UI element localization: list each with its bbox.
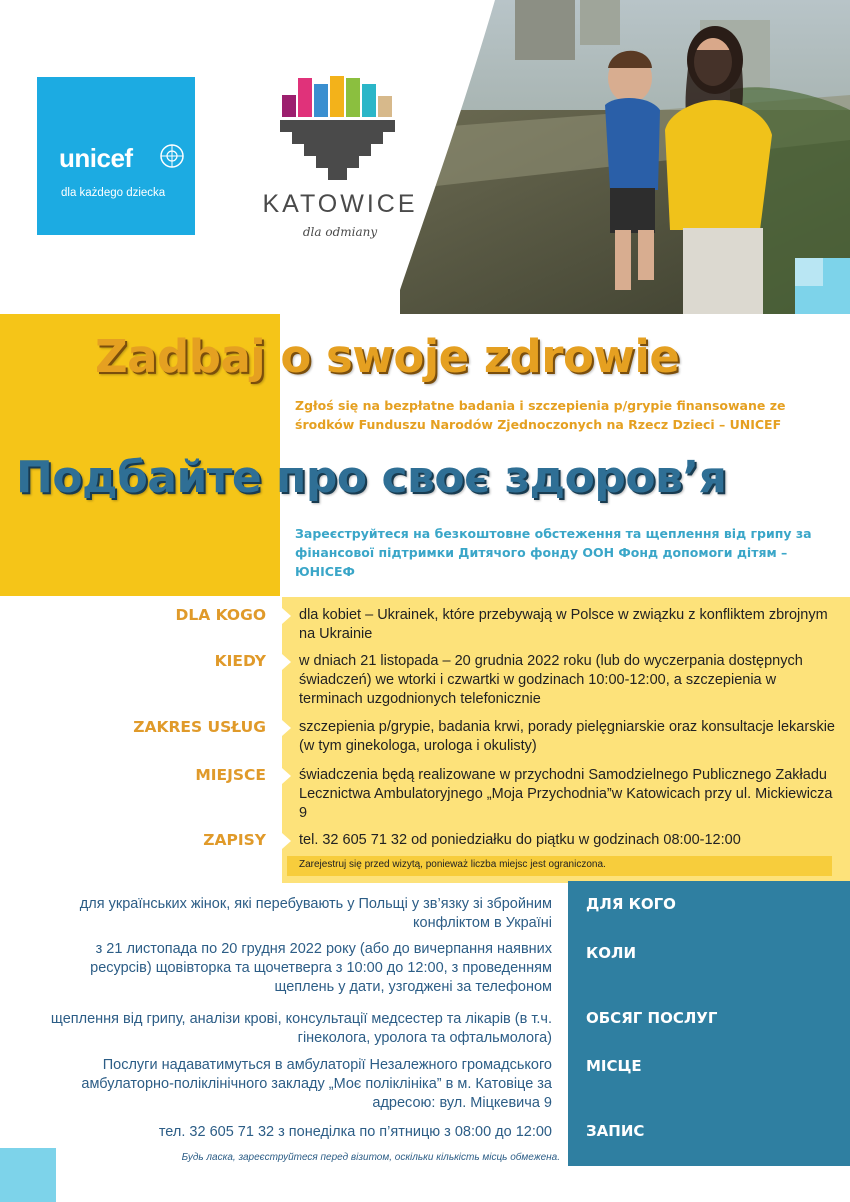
headline-pl-subtitle: Zgłoś się na bezpłatne badania i szczepienia p/grypie finansowane ze środków Funduszu Narodów Zjednoczonych na Rzecz Dzieci – UNICEF [295, 398, 786, 432]
unicef-tagline: dla każdego dziecka [61, 187, 166, 199]
info-pl-label: MIEJSCE [195, 766, 266, 784]
arrow-icon [559, 945, 568, 961]
info-pl-text: świadczenia będą realizowane w przychodni Samodzielnego Publicznego Zakładu Lecznictwa Ambulatoryjnego „Moja Przychodnia”w Katowicach przy ul. Mickiewicza 9 [299, 767, 833, 821]
arrow-icon [559, 1123, 568, 1139]
info-pl-note [287, 856, 832, 876]
info-ua-text: щеплення від грипу, аналізи крові, консультації медсестер та лікарів (в т.ч. гінеколога, уролога та офтальмолога) [50, 1011, 552, 1046]
arrow-icon [559, 896, 568, 912]
unicef-globe-icon [159, 143, 185, 169]
headline-ua-subtitle: Зареєструйтеся на безкоштовне обстеження та щеплення від грипу за фінансової підтримки Дитячого фонду ООН Фонд допомоги дітям – ЮНІСЕФ [295, 526, 812, 579]
arrow-icon [282, 608, 291, 624]
katowice-crown-icon [255, 70, 425, 185]
info-ua-label: ДЛЯ КОГО [586, 895, 676, 913]
info-ua-text: тел. 32 605 71 32 з понеділка по п’ятницю з 08:00 до 12:00 [158, 1124, 552, 1140]
info-pl-text: w dniach 21 listopada – 20 grudnia 2022 roku (lub do wyczerpania dostępnych świadczeń) we wtorki i czwartki w godzinach 10:00-12:00, a szczepienia w terminach uzgodnionych telefonicznie [299, 653, 803, 707]
hero-photo [400, 0, 850, 314]
headline-ua-title: Подбайте про своє здоров’я [16, 452, 727, 503]
arrow-icon [559, 1010, 568, 1026]
katowice-tagline: dla odmiany [302, 225, 378, 239]
katowice-wordmark: KATOWICE [262, 190, 418, 218]
headline-pl-title: Zadbaj o swoje zdrowie [95, 330, 680, 383]
info-pl-label: DLA KOGO [175, 606, 266, 624]
info-pl-note-text: Zarejestruj się przed wizytą, ponieważ liczba miejsc jest ograniczona. [299, 859, 606, 870]
decorative-square [0, 1148, 56, 1202]
info-pl-label: ZAKRES USŁUG [133, 718, 266, 736]
info-pl-text: tel. 32 605 71 32 od poniedziałku do piątku w godzinach 08:00-12:00 [299, 832, 741, 848]
info-pl-label: KIEDY [214, 652, 266, 670]
info-ua-label: ЗАПИС [586, 1122, 645, 1140]
arrow-icon [282, 768, 291, 784]
unicef-wordmark: unicef [59, 143, 133, 173]
info-ua-label: МІСЦЕ [586, 1057, 642, 1075]
info-pl-text: dla kobiet – Ukrainek, które przebywają w Polsce w związku z konfliktem zbrojnym na Ukrainie [299, 607, 828, 642]
unicef-logo [37, 77, 195, 235]
info-ua-text: для українських жінок, які перебувають у Польщі у зв’язку зі збройним конфліктом в Україні [79, 896, 552, 931]
arrow-icon [282, 720, 291, 736]
arrow-icon [559, 1058, 568, 1074]
arrow-icon [282, 833, 291, 849]
katowice-logo [255, 70, 425, 250]
info-ua-note: Будь ласка, зареєструйтеся перед візитом, оскільки кількість місць обмежена. [181, 1152, 560, 1163]
info-ua-text: Послуги надаватимуться в амбулаторії Незалежного громадського амбулаторно-поліклінічного закладу „Моє поліклініка” в м. Катовіце за адресою: вул. Міцкевича 9 [81, 1057, 552, 1111]
arrow-icon [282, 654, 291, 670]
info-ua-label: ОБСЯГ ПОСЛУГ [586, 1009, 718, 1027]
info-ua-text: з 21 листопада по 20 грудня 2022 року (або до вичерпання наявних ресурсів) щовівторка та щочетверга з 10:00 до 12:00, з проведенням щеплень у дати, узгоджені за телефоном [90, 941, 552, 995]
info-ua-label: КОЛИ [586, 944, 637, 962]
info-pl-label: ZAPISY [203, 831, 266, 849]
info-pl-text: szczepienia p/grypie, badania krwi, porady pielęgniarskie oraz konsultacje lekarskie (w tym ginekologa, urologa i okulisty) [299, 719, 835, 754]
